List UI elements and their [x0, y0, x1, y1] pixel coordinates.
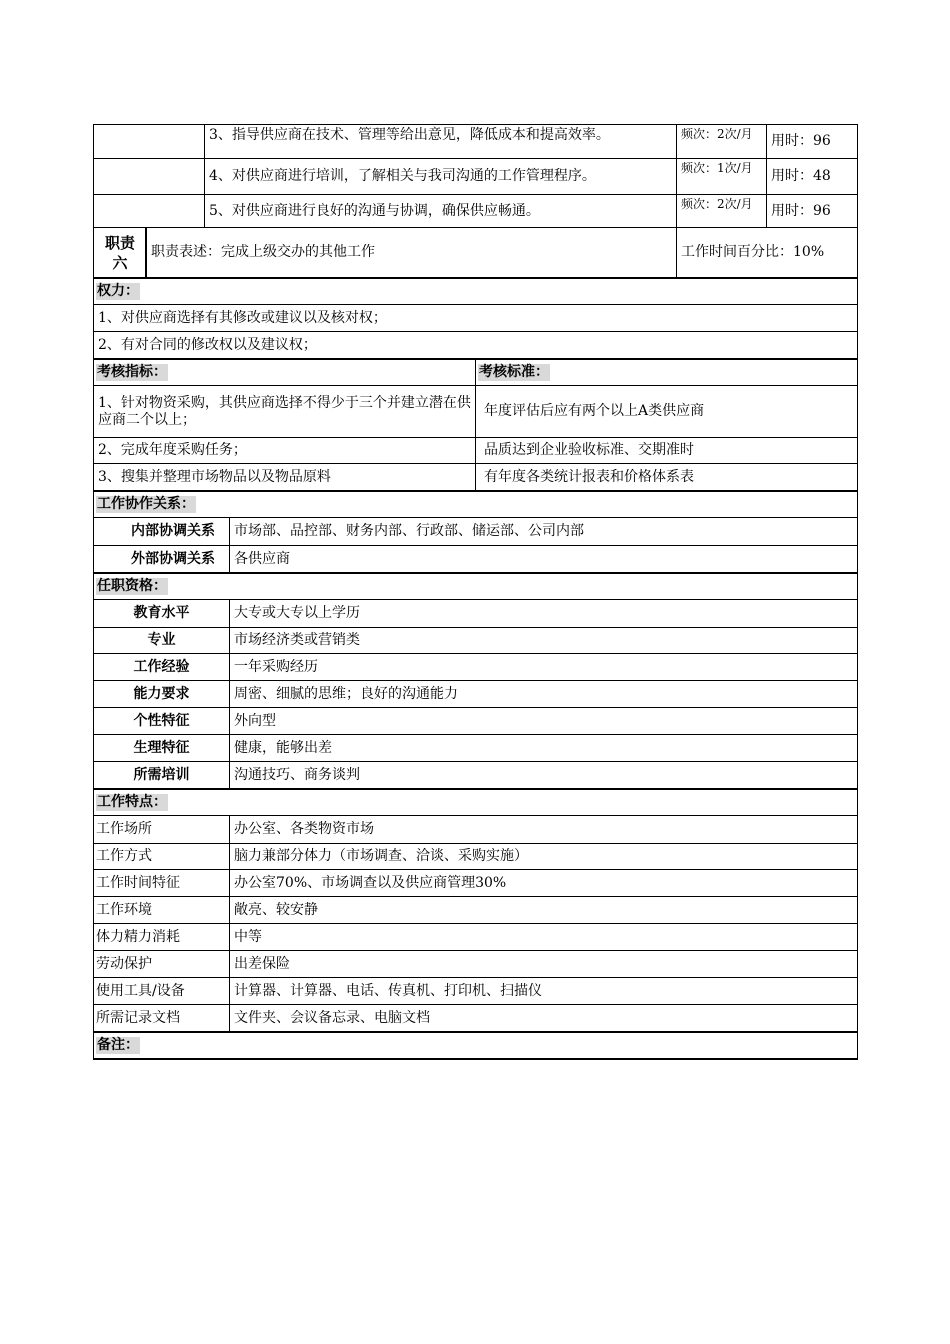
assessment-header	[93, 360, 858, 386]
duty-item-frequency: 频次：2次/月	[676, 195, 766, 227]
cooperation-row	[93, 546, 858, 574]
authority-item-text: 1、对供应商选择有其修改或建议以及核对权；	[98, 309, 387, 326]
features-value: 中等	[229, 924, 858, 950]
qualification-row	[93, 681, 858, 708]
qualification-row	[93, 628, 858, 654]
qualification-label: 个性特征	[133, 712, 190, 729]
duty-item-text: 4、对供应商进行培训，了解相关与我司沟通的工作管理程序。	[204, 159, 676, 194]
cooperation-label: 内部协调关系	[131, 523, 215, 539]
duty-item-frequency: 频次：2次/月	[676, 125, 766, 158]
features-value: 文件夹、会议备忘录、电脑文档	[229, 1005, 858, 1031]
duty-item-row	[93, 159, 858, 195]
features-value: 办公室、各类物资市场	[229, 816, 858, 843]
qualification-value: 沟通技巧、商务谈判	[229, 762, 858, 788]
features-label: 工作方式	[96, 848, 152, 864]
remarks-title: 备注：	[97, 1037, 139, 1053]
duty-item-text: 3、指导供应商在技术、管理等给出意见，降低成本和提高效率。	[204, 125, 676, 158]
features-value: 脑力兼部分体力（市场调查、洽谈、采购实施）	[229, 844, 858, 869]
authority-item	[93, 332, 858, 360]
features-label: 所需记录文档	[96, 1009, 180, 1026]
qualification-title: 任职资格：	[97, 578, 167, 594]
features-header	[93, 790, 858, 816]
qualification-value: 一年采购经历	[229, 654, 858, 680]
qualification-row	[93, 600, 858, 628]
assessment-row	[93, 464, 858, 492]
cooperation-row	[93, 518, 858, 546]
authority-header	[93, 279, 858, 305]
features-value: 敞亮、较安静	[229, 897, 858, 923]
assessment-indicator: 1、针对物资采购，其供应商选择不得少于三个并建立潜在供应商二个以上；	[98, 394, 471, 428]
assessment-row	[93, 438, 858, 464]
features-label: 工作环境	[96, 901, 152, 918]
features-row	[93, 897, 858, 924]
qualification-value: 健康，能够出差	[229, 735, 858, 761]
qualification-value: 周密、细腻的思维；良好的沟通能力	[229, 681, 858, 707]
cooperation-header	[93, 492, 858, 518]
duty-six-divider	[145, 228, 146, 279]
assessment-indicator-title: 考核指标：	[97, 364, 167, 380]
duty-item-frequency: 频次：1次/月	[676, 159, 766, 194]
qualification-value: 大专或大专以上学历	[229, 600, 858, 627]
authority-item	[93, 305, 858, 332]
features-label: 使用工具/设备	[96, 982, 185, 999]
duty-item-row	[93, 195, 858, 228]
duty-six-row	[93, 228, 858, 279]
features-label: 工作场所	[96, 821, 152, 837]
features-title: 工作特点：	[97, 794, 167, 810]
qualification-header	[93, 574, 858, 600]
duty-six-description: 职责表述：完成上级交办的其他工作	[146, 228, 676, 277]
assessment-standard: 品质达到企业验收标准、交期准时	[475, 438, 858, 463]
qualification-label: 专业	[147, 632, 176, 648]
qualification-label: 教育水平	[133, 605, 190, 621]
features-row	[93, 1005, 858, 1033]
duty-item-time: 用时：48	[766, 159, 858, 194]
cooperation-value: 市场部、品控部、财务内部、行政部、储运部、公司内部	[229, 518, 858, 545]
duty-left-empty-cell	[93, 124, 203, 228]
qualification-label: 工作经验	[133, 658, 190, 675]
features-row	[93, 816, 858, 844]
qualification-row	[93, 708, 858, 735]
job-description-table	[93, 124, 858, 1060]
cooperation-label: 外部协调关系	[131, 550, 215, 567]
duty-item-text: 5、对供应商进行良好的沟通与协调，确保供应畅通。	[204, 195, 676, 227]
qualification-value: 市场经济类或营销类	[229, 628, 858, 653]
features-label: 工作时间特征	[96, 874, 180, 891]
assessment-standard-title: 考核标准：	[479, 364, 549, 380]
duty-item-time: 用时：96	[766, 125, 858, 158]
assessment-standard: 年度评估后应有两个以上A类供应商	[475, 386, 858, 437]
features-value: 计算器、计算器、电话、传真机、打印机、扫描仪	[229, 978, 858, 1004]
duty-six-label: 职责六	[104, 233, 135, 272]
features-row	[93, 951, 858, 978]
authority-item-text: 2、有对合同的修改权以及建议权；	[98, 336, 317, 353]
features-row	[93, 978, 858, 1005]
qualification-row	[93, 654, 858, 681]
features-label: 体力精力消耗	[96, 928, 180, 945]
cooperation-title: 工作协作关系：	[97, 496, 195, 512]
features-row	[93, 870, 858, 897]
features-label: 劳动保护	[96, 955, 152, 972]
features-row	[93, 924, 858, 951]
features-value: 出差保险	[229, 951, 858, 977]
qualification-row	[93, 762, 858, 790]
authority-title: 权力：	[97, 283, 139, 299]
remarks-row	[93, 1033, 858, 1060]
qualification-label: 生理特征	[133, 739, 190, 756]
duty-item-row	[93, 124, 858, 159]
qualification-row	[93, 735, 858, 762]
features-row	[93, 844, 858, 870]
assessment-indicator: 2、完成年度采购任务；	[98, 442, 247, 458]
qualification-value: 外向型	[229, 708, 858, 734]
assessment-row	[93, 386, 858, 438]
cooperation-value: 各供应商	[229, 546, 858, 572]
assessment-indicator: 3、搜集并整理市场物品以及物品原料	[98, 468, 331, 485]
qualification-label: 所需培训	[133, 766, 190, 783]
qualification-label: 能力要求	[133, 685, 190, 702]
features-value: 办公室70%、市场调查以及供应商管理30%	[229, 870, 858, 896]
assessment-standard: 有年度各类统计报表和价格体系表	[475, 464, 858, 490]
duty-item-time: 用时：96	[766, 195, 858, 227]
duty-six-percentage: 工作时间百分比：10%	[676, 228, 858, 277]
